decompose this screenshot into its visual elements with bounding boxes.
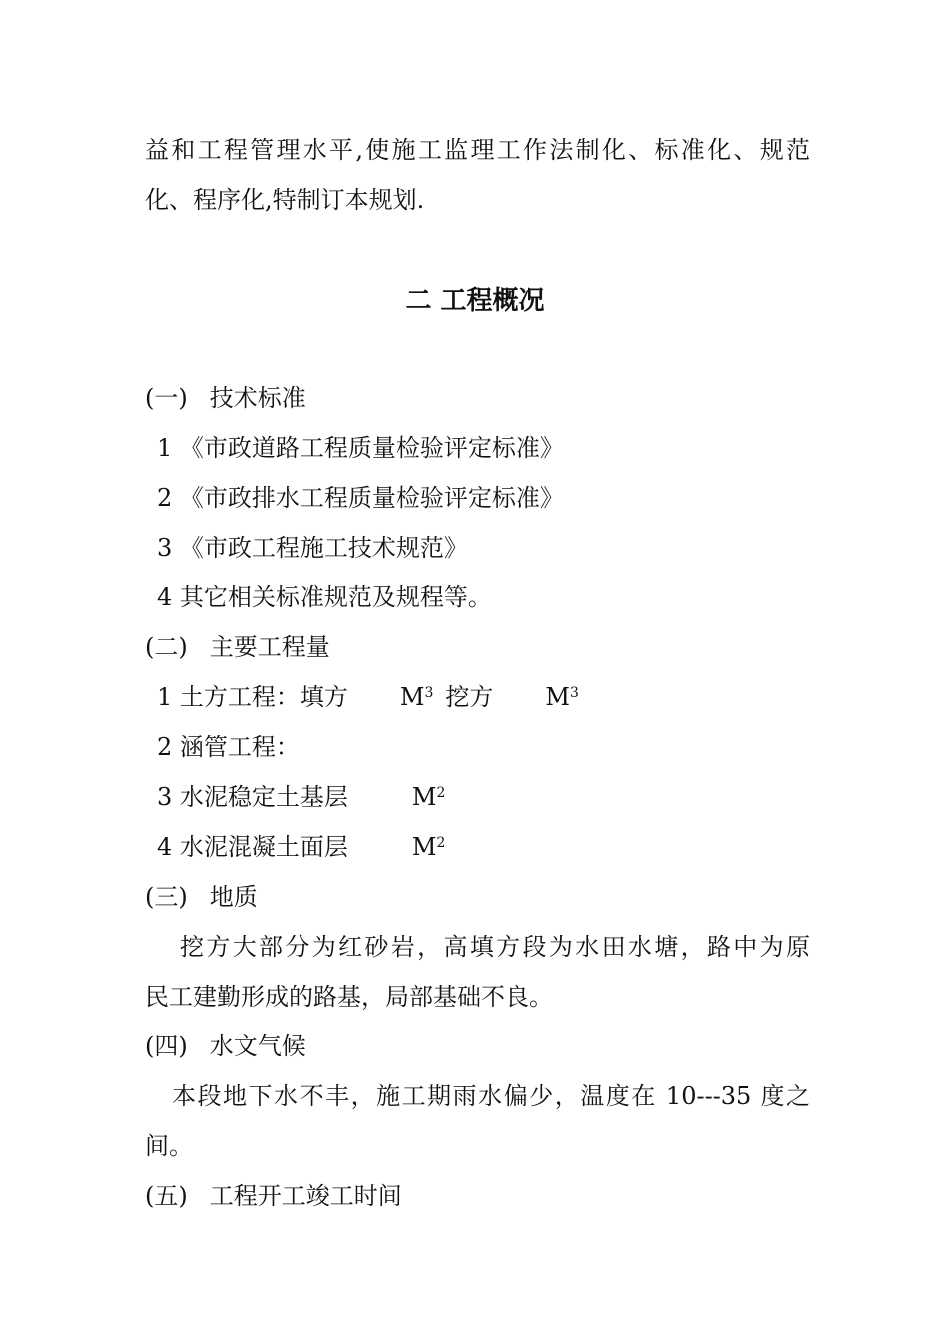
s2-item-1-text: 1 土方工程：填方 xyxy=(157,683,348,711)
s4-number: (四) xyxy=(145,1032,188,1060)
s1-item-4: 4 其它相关标准规范及规程等。 xyxy=(157,583,492,611)
s3-paragraph-line-1: 挖方大部分为红砂岩，高填方段为水田水塘，路中为原 xyxy=(180,933,810,961)
s2-item-2: 2 涵管工程： xyxy=(157,733,300,761)
intro-line-1: 益和工程管理水平,使施工监理工作法制化、标准化、规范 xyxy=(145,136,810,164)
s1-item-2: 2 《市政排水工程质量检验评定标准》 xyxy=(157,484,564,512)
s2-item-4-text: 4 水泥混凝土面层 xyxy=(157,833,348,861)
s5-number: (五) xyxy=(145,1182,188,1210)
s1-item-3: 3 《市政工程施工技术规范》 xyxy=(157,534,468,562)
s2-item-3-unit: M xyxy=(411,783,437,811)
s2-item-4-exp: 2 xyxy=(436,835,446,851)
s3-paragraph-line-2: 民工建勤形成的路基，局部基础不良。 xyxy=(145,983,553,1011)
s2-item-3-text: 3 水泥稳定土基层 xyxy=(157,783,348,811)
s1-number: (一) xyxy=(145,384,188,412)
s3-number: (三) xyxy=(145,883,188,911)
s2-item-1-exp-2: 3 xyxy=(569,685,579,701)
s2-item-1-mid: 挖方 xyxy=(445,683,494,711)
s2-item-1-exp-1: 3 xyxy=(424,685,434,701)
s2-title: 主要工程量 xyxy=(209,633,330,661)
section-title: 二 工程概况 xyxy=(405,286,545,316)
s5-title: 工程开工竣工时间 xyxy=(209,1182,402,1210)
s4-paragraph-line-2: 间。 xyxy=(145,1132,193,1160)
s4-heading xyxy=(145,1031,810,1061)
s1-title: 技术标准 xyxy=(209,384,306,412)
s2-item-4-unit: M xyxy=(411,833,437,861)
s4-title: 水文气候 xyxy=(209,1032,306,1060)
s1-heading xyxy=(145,383,810,413)
s2-number: (二) xyxy=(145,633,188,661)
s5-heading xyxy=(145,1181,810,1211)
s2-item-3 xyxy=(157,782,822,812)
s1-item-1: 1 《市政道路工程质量检验评定标准》 xyxy=(157,434,564,462)
s3-heading xyxy=(145,882,810,912)
s4-paragraph-line-1: 本段地下水不丰，施工期雨水偏少，温度在 10---35 度之 xyxy=(172,1082,810,1110)
s3-title: 地质 xyxy=(209,883,258,911)
s2-item-1-unit-1: M xyxy=(399,683,425,711)
s2-item-3-exp: 2 xyxy=(436,785,446,801)
s2-item-4 xyxy=(157,832,822,862)
s2-item-1 xyxy=(157,682,822,712)
s2-heading xyxy=(145,632,810,662)
intro-line-2: 化、程序化,特制订本规划. xyxy=(145,186,425,214)
s2-item-1-unit-2: M xyxy=(545,683,570,711)
